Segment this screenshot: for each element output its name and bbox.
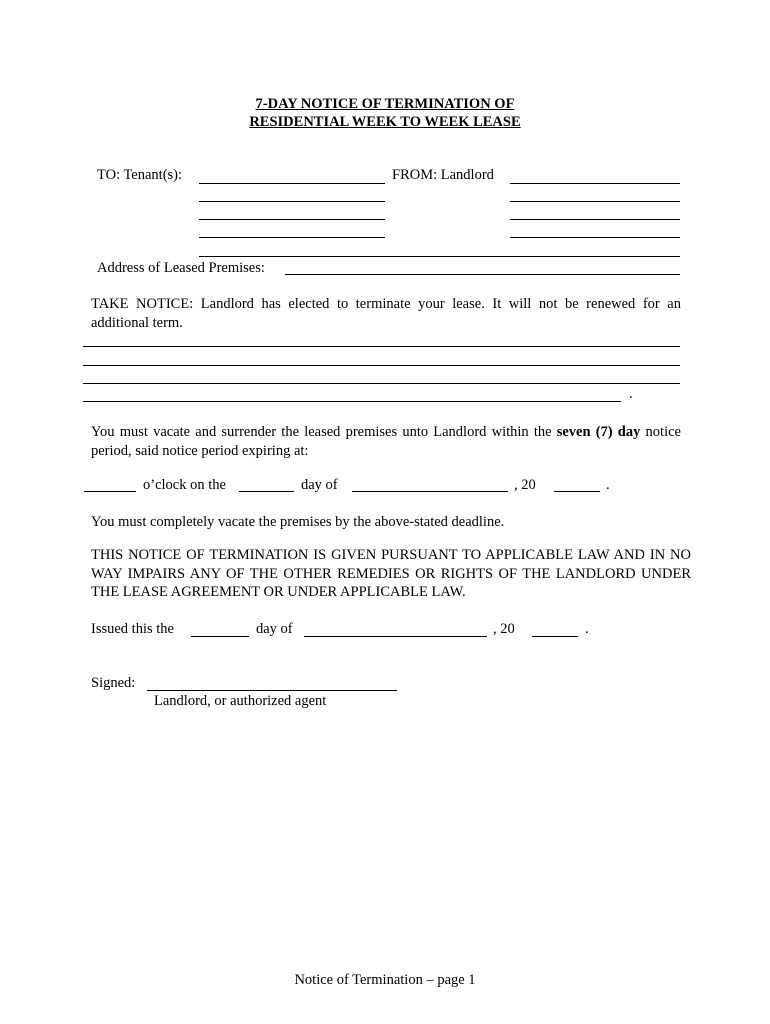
address-field[interactable]	[285, 274, 680, 275]
document-title-line1: 7-DAY NOTICE OF TERMINATION OF	[255, 96, 515, 112]
issued-day-field[interactable]	[191, 636, 249, 637]
completely-vacate-text: You must completely vacate the premises by the above-stated deadline.	[91, 514, 505, 530]
notice-line-3[interactable]	[83, 383, 680, 384]
expiry-month-field[interactable]	[352, 491, 508, 492]
footer-text: Notice of Termination – page 1	[294, 972, 476, 988]
signed-label: Signed:	[91, 675, 136, 691]
landlord-name-field-1[interactable]	[510, 183, 680, 184]
signature-caption: Landlord, or authorized agent	[154, 693, 327, 709]
vacate-paragraph	[91, 423, 681, 460]
vacate-bold-period: seven (7) day	[556, 424, 641, 440]
landlord-label: FROM: Landlord	[392, 167, 494, 183]
notice-line-2[interactable]	[83, 365, 680, 366]
take-notice-paragraph: TAKE NOTICE: Landlord has elected to terminate your lease. It will not be renewed for an additional term.	[91, 296, 681, 331]
tenant-name-field-1[interactable]	[199, 183, 385, 184]
landlord-name-field-3[interactable]	[510, 219, 680, 220]
vacate-text-after: notice period, said notice period expiring at:	[91, 424, 681, 459]
vacate-text-before: You must vacate and surrender the leased premises unto Landlord within the	[91, 424, 557, 440]
expiry-end-period: .	[606, 477, 610, 493]
landlord-name-field-2[interactable]	[510, 201, 680, 202]
parties-separator-line[interactable]	[199, 256, 680, 257]
document-title-line2: RESIDENTIAL WEEK TO WEEK LEASE	[249, 114, 521, 130]
issued-year-prefix: , 20	[493, 621, 515, 637]
signature-field[interactable]	[147, 690, 397, 691]
issued-end-period: .	[585, 621, 589, 637]
tenant-label: TO: Tenant(s):	[97, 167, 183, 183]
expiry-oclock-text: o’clock on the	[143, 477, 226, 493]
tenant-name-field-2[interactable]	[199, 201, 385, 202]
issued-day-of-text: day of	[256, 621, 293, 637]
tenant-name-field-4[interactable]	[199, 237, 385, 238]
notice-end-period: .	[629, 386, 633, 402]
expiry-day-of-text: day of	[301, 477, 338, 493]
expiry-day-field[interactable]	[239, 491, 294, 492]
issued-prefix: Issued this the	[91, 621, 174, 637]
page-footer	[0, 971, 770, 989]
notice-line-1[interactable]	[83, 346, 680, 347]
expiry-hour-field[interactable]	[84, 491, 136, 492]
tenant-name-field-3[interactable]	[199, 219, 385, 220]
expiry-year-field[interactable]	[554, 491, 600, 492]
landlord-name-field-4[interactable]	[510, 237, 680, 238]
issued-year-field[interactable]	[532, 636, 578, 637]
address-label: Address of Leased Premises:	[97, 260, 265, 276]
pursuant-paragraph: THIS NOTICE OF TERMINATION IS GIVEN PURSUANT TO APPLICABLE LAW AND IN NO WAY IMPAIRS ANY OF THE OTHER REMEDIES OR RIGHTS OF THE LANDLORD UNDER THE LEASE AGREEMENT OR UNDER APPLICABLE LAW.	[91, 547, 691, 600]
issued-month-field[interactable]	[304, 636, 487, 637]
notice-line-4[interactable]	[83, 401, 621, 402]
expiry-year-prefix: , 20	[514, 477, 536, 493]
